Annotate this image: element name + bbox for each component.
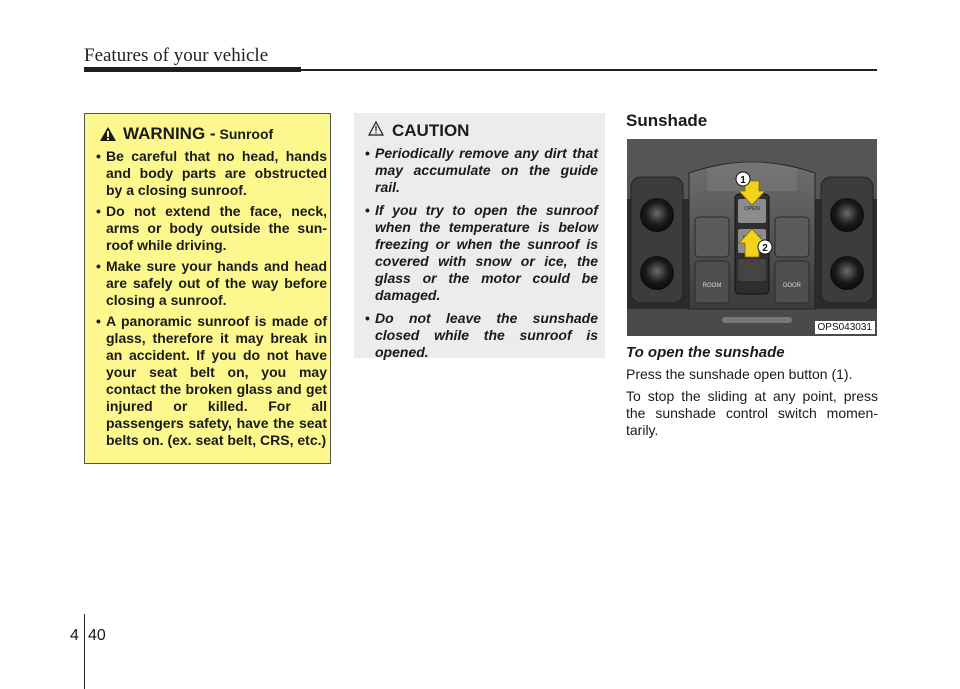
caution-header [368, 121, 469, 141]
warning-item: • A panoramic sunroof is made of glass, therefore it may break in an accident. If you do not have your seat belt on, you may contact the broken glass and get injured or killed. For all passengers safety, have the seat belts on. (ex. seat belt, CRS, etc.) [96, 313, 327, 448]
footer-page-number: 40 [88, 627, 106, 644]
warning-item: • Do not extend the face, neck, arms or body outside the sun-roof while driving. [96, 203, 327, 253]
warning-item: • Make sure your hands and head are safely out of the way before closing a sunroof. [96, 258, 327, 308]
warning-subtitle: Sunroof [219, 126, 274, 142]
footer-chapter-number: 4 [70, 627, 79, 644]
warning-box [84, 113, 331, 464]
warning-triangle-icon [99, 126, 117, 142]
overhead-console-illustration [627, 139, 877, 336]
image-code-label: OPS043031 [815, 321, 876, 334]
footer-divider [84, 614, 85, 689]
header-rule-thick [84, 67, 301, 72]
header-rule-thin [301, 69, 877, 71]
door-label: DOOR [783, 283, 801, 289]
caution-item: • If you try to open the sunroof when the temperature is below freezing or when the sunroof is covered with snow or ice, the glass or the motor could be damaged. [365, 202, 598, 303]
room-label: ROOM [702, 283, 722, 289]
caution-title: CAUTION [392, 121, 470, 140]
caution-box [354, 113, 605, 358]
warning-title: WARNING - [123, 124, 216, 143]
warning-header [99, 124, 273, 144]
caution-list [360, 145, 598, 367]
callout-2: 2 [762, 243, 768, 254]
caution-item: • Periodically remove any dirt that may accumulate on the guide rail. [365, 145, 598, 195]
subheading-open-sunshade: To open the sunshade [626, 344, 785, 361]
warning-list [91, 148, 327, 453]
paragraph-open-instruction: Press the sunshade open button (1). [626, 366, 853, 382]
callout-1: 1 [740, 175, 746, 186]
section-title-sunshade: Sunshade [626, 111, 708, 130]
paragraph-stop-instruction: To stop the sliding at any point, press the sunshade control switch momen-tarily. [626, 388, 878, 438]
sunshade-control-photo [627, 139, 877, 336]
caution-item: • Do not leave the sunshade closed while the sunroof is opened. [365, 310, 598, 360]
open-button-label: OPEN [744, 206, 760, 212]
caution-triangle-icon [368, 121, 384, 141]
warning-item: • Be careful that no head, hands and body parts are obstructed by a closing sunroof. [96, 148, 327, 198]
page-header-title: Features of your vehicle [84, 45, 269, 66]
